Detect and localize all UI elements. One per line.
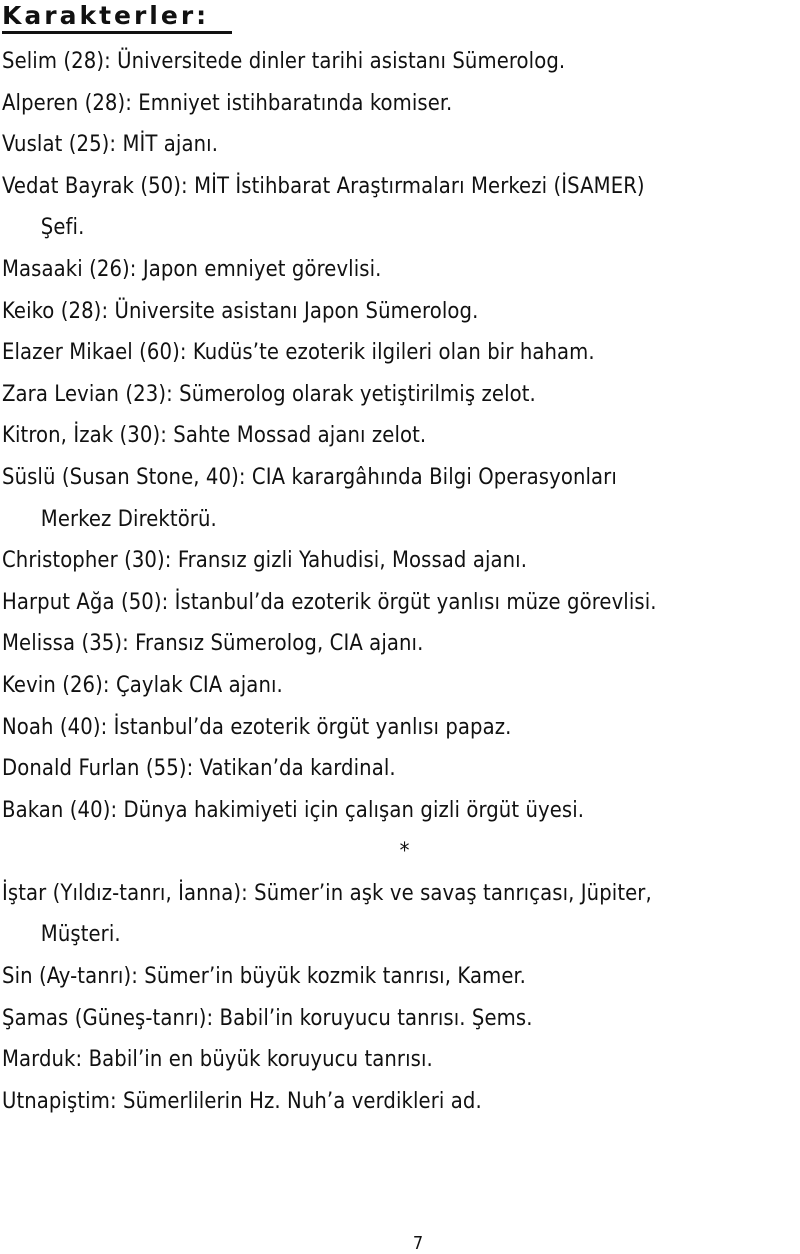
character-entry: Masaaki (26): Japon emniyet görevlisi.: [2, 255, 382, 282]
character-entry: Keiko (28): Üniversite asistanı Japon Sümerolog.: [2, 297, 479, 324]
character-entry: Kitron, İzak (30): Sahte Mossad ajanı zelot.: [2, 422, 427, 449]
page-number: 7: [412, 1233, 424, 1254]
deity-entry: Şamas (Güneş-tanrı): Babil’in koruyucu tanrısı. Şems.: [2, 1004, 533, 1031]
character-entry: Selim (28): Üniversitede dinler tarihi asistanı Sümerolog.: [2, 48, 566, 74]
character-entry: Alperen (28): Emniyet istihbaratında komiser.: [2, 89, 453, 116]
character-entry-continuation: Şefi.: [40, 214, 85, 241]
character-entry: Melissa (35): Fransız Sümerolog, CIA ajanı.: [2, 630, 424, 657]
deity-entry: Sin (Ay-tanrı): Sümer’in büyük kozmik tanrısı, Kamer.: [2, 963, 527, 990]
character-entry: Zara Levian (23): Sümerolog olarak yetiştirilmiş zelot.: [2, 380, 536, 407]
character-entry-continuation: Merkez Direktörü.: [40, 505, 217, 532]
deity-entry: Marduk: Babil’in en büyük koruyucu tanrısı.: [2, 1046, 433, 1073]
deity-entry: Utnapiştim: Sümerlilerin Hz. Nuh’a verdikleri ad.: [2, 1087, 482, 1114]
deity-entry: İştar (Yıldız-tanrı, İanna): Sümer’in aşk ve savaş tanrıçası, Jüpiter,: [2, 879, 652, 906]
section-heading: Karakterler:: [2, 1, 232, 34]
section-separator: *: [399, 838, 410, 865]
character-entry: Christopher (30): Fransız gizli Yahudisi, Mossad ajanı.: [2, 547, 528, 574]
character-entry: Vedat Bayrak (50): MİT İstihbarat Araştırmaları Merkezi (İSAMER): [2, 172, 645, 199]
character-entry: Noah (40): İstanbul’da ezoterik örgüt yanlısı papaz.: [2, 713, 512, 740]
character-entry: Vuslat (25): MİT ajanı.: [2, 131, 219, 158]
character-entry: Donald Furlan (55): Vatikan’da kardinal.: [2, 755, 396, 782]
character-entry: Harput Ağa (50): İstanbul’da ezoterik örgüt yanlısı müze görevlisi.: [2, 588, 657, 615]
character-entry: Kevin (26): Çaylak CIA ajanı.: [2, 671, 283, 698]
character-list: [2, 41, 800, 1122]
character-entry: Bakan (40): Dünya hakimiyeti için çalışan gizli örgüt üyesi.: [2, 796, 585, 823]
deity-entry-continuation: Müşteri.: [40, 921, 121, 948]
character-entry: Elazer Mikael (60): Kudüs’te ezoterik ilgileri olan bir haham.: [2, 339, 595, 366]
character-entry: Süslü (Susan Stone, 40): CIA karargâhında Bilgi Operasyonları: [2, 463, 617, 490]
